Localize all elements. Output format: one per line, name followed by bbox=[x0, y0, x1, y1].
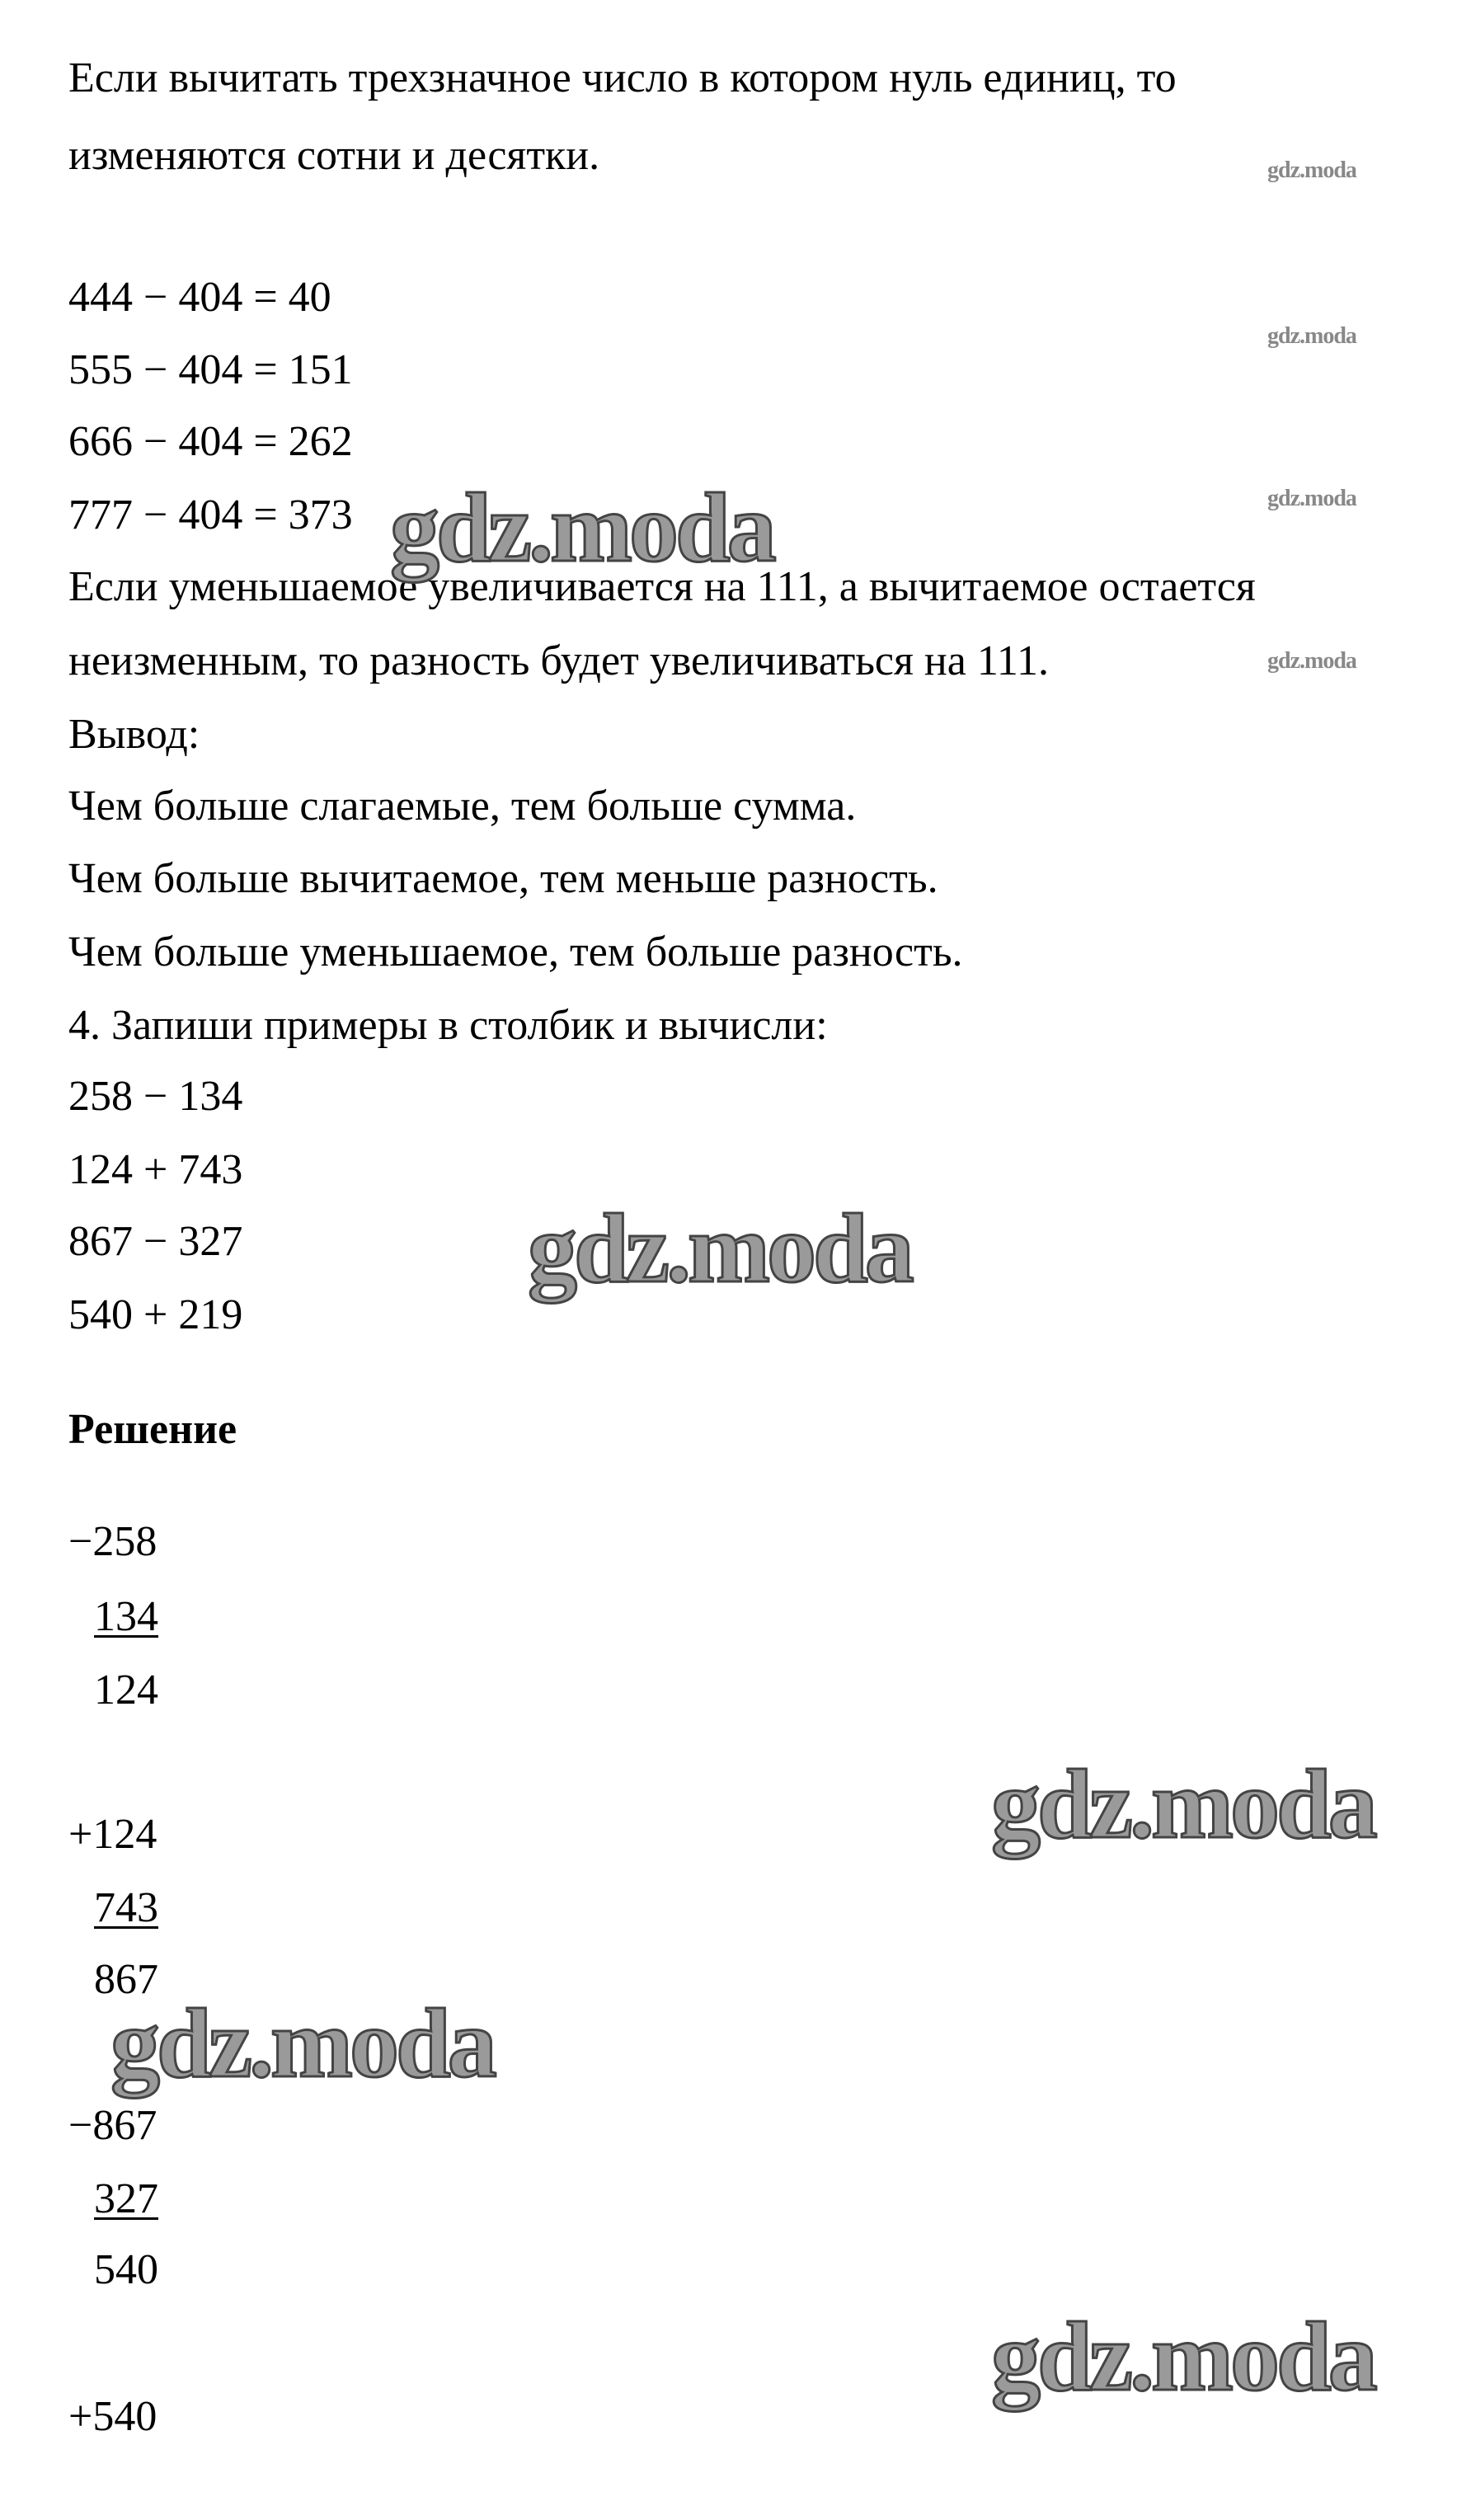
equation: 444 − 404 = 40 bbox=[68, 274, 331, 321]
text-line: Если уменьшаемое увеличивается на 111, а вычитаемое остается bbox=[68, 563, 1256, 610]
column-top: −867 bbox=[68, 2102, 157, 2149]
text-line: неизменным, то разность будет увеличиваться на 111. bbox=[68, 637, 1049, 684]
watermark-small: gdz.moda bbox=[1267, 158, 1356, 183]
example: 258 − 134 bbox=[68, 1073, 243, 1120]
equation: 555 − 404 = 151 bbox=[68, 346, 353, 393]
column-top: +124 bbox=[68, 1811, 157, 1858]
watermark-large: gdz.moda bbox=[390, 472, 773, 582]
watermark-small: gdz.moda bbox=[1267, 323, 1356, 349]
text-line: изменяются сотни и десятки. bbox=[68, 132, 600, 179]
text-line: Если вычитать трехзначное число в котором нуль единиц, то bbox=[68, 54, 1177, 101]
watermark-small: gdz.moda bbox=[1267, 648, 1356, 674]
text-line: Чем больше слагаемые, тем больше сумма. bbox=[68, 783, 857, 830]
column-second: 327 bbox=[94, 2175, 158, 2222]
equation: 666 − 404 = 262 bbox=[68, 418, 353, 465]
column-second: 743 bbox=[94, 1884, 158, 1931]
example: 124 + 743 bbox=[68, 1146, 243, 1193]
text-line: Чем больше уменьшаемое, тем больше разность. bbox=[68, 929, 963, 976]
column-result: 540 bbox=[94, 2246, 158, 2293]
column-top: −258 bbox=[68, 1518, 157, 1565]
column-result: 867 bbox=[94, 1956, 158, 2003]
watermark-large: gdz.moda bbox=[528, 1193, 911, 1303]
column-second: 134 bbox=[94, 1593, 158, 1640]
conclusion-label: Вывод: bbox=[68, 711, 200, 758]
text-line: Чем больше вычитаемое, тем меньше разность. bbox=[68, 855, 938, 902]
equation: 777 − 404 = 373 bbox=[68, 491, 353, 538]
watermark-large: gdz.moda bbox=[991, 1749, 1375, 1859]
watermark-large: gdz.moda bbox=[110, 1988, 494, 2098]
column-top: +540 bbox=[68, 2393, 157, 2440]
task-title: 4. Запиши примеры в столбик и вычисли: bbox=[68, 1002, 828, 1049]
solution-heading: Решение bbox=[68, 1406, 237, 1453]
example: 867 − 327 bbox=[68, 1218, 243, 1265]
watermark-large: gdz.moda bbox=[991, 2301, 1375, 2411]
column-result: 124 bbox=[94, 1667, 158, 1714]
example: 540 + 219 bbox=[68, 1291, 243, 1338]
watermark-small: gdz.moda bbox=[1267, 486, 1356, 511]
